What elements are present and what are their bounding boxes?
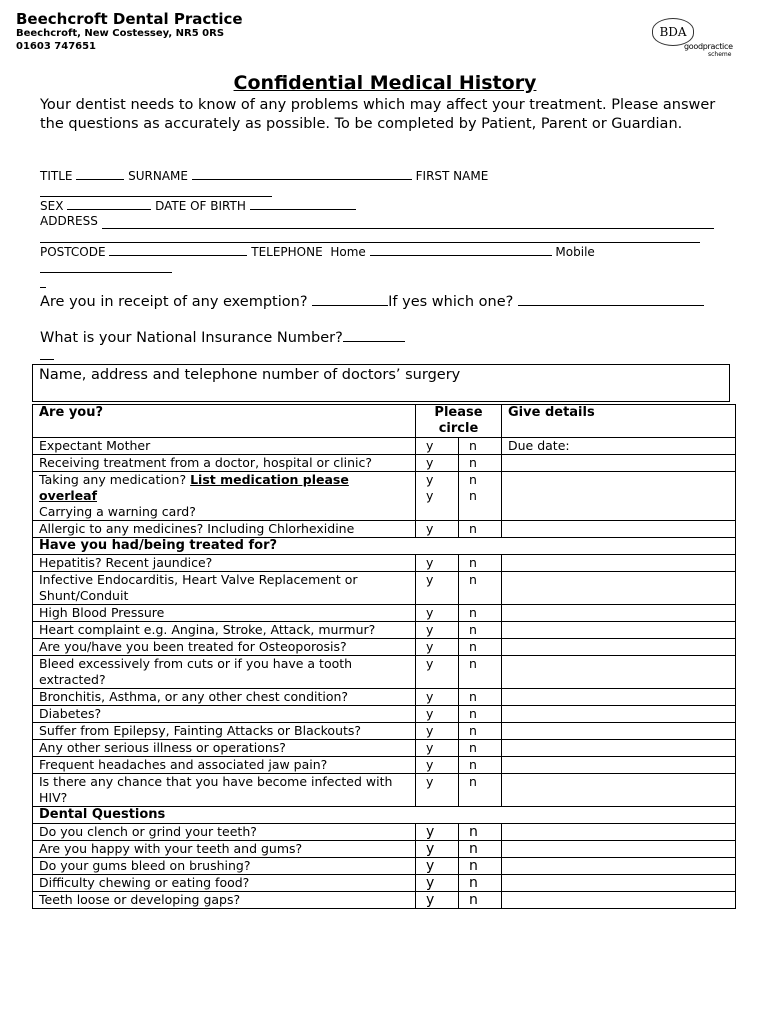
details-cell[interactable] — [502, 875, 736, 892]
details-cell[interactable] — [502, 605, 736, 622]
mobile-field[interactable] — [40, 272, 172, 273]
bda-logo-subtitle-2: scheme — [708, 51, 732, 58]
yes-option[interactable]: y — [416, 723, 459, 740]
postcode-row — [40, 244, 595, 259]
table-row — [33, 572, 736, 605]
details-cell[interactable] — [502, 740, 736, 757]
table-row — [33, 622, 736, 639]
practice-address: Beechcroft, New Costessey, NR5 0RS — [16, 28, 225, 39]
no-option[interactable]: n — [459, 757, 502, 774]
table-row — [33, 723, 736, 740]
address-label: ADDRESS — [40, 214, 98, 228]
no-option[interactable]: n — [459, 740, 502, 757]
form-title: Confidential Medical History — [233, 72, 537, 94]
section-3-body — [33, 824, 736, 909]
name-row — [40, 168, 488, 183]
section-header-row — [33, 538, 736, 555]
medication-question: Taking any medication? — [39, 472, 191, 487]
no-option[interactable]: n — [459, 689, 502, 706]
table-row — [33, 740, 736, 757]
no-option[interactable]: n — [459, 521, 502, 538]
no-option[interactable]: n — [459, 438, 502, 455]
exemption-type-field[interactable] — [518, 292, 704, 306]
yes-option[interactable]: y — [416, 892, 459, 909]
details-cell[interactable] — [502, 774, 736, 807]
question-cell: Are you/have you been treated for Osteoporosis? — [33, 639, 416, 656]
exemption-field[interactable] — [312, 292, 388, 306]
section-title: Have you had/being treated for? — [33, 538, 736, 555]
no-option[interactable]: n — [459, 774, 502, 807]
question-cell: Teeth loose or developing gaps? — [33, 892, 416, 909]
bda-logo-mark: BDA — [652, 18, 694, 46]
details-cell[interactable] — [502, 841, 736, 858]
table-row — [33, 824, 736, 841]
table-row — [33, 774, 736, 807]
no-option[interactable]: n — [459, 639, 502, 656]
yes-option[interactable]: y — [416, 639, 459, 656]
question-cell: Is there any chance that you have become infected with HIV? — [33, 774, 416, 807]
details-cell[interactable] — [502, 723, 736, 740]
no-option[interactable]: n — [459, 605, 502, 622]
question-cell: Any other serious illness or operations? — [33, 740, 416, 757]
doctor-box-label: Name, address and telephone number of doctors’ surgery — [39, 367, 461, 383]
question-cell: Diabetes? — [33, 706, 416, 723]
header-question: Are you? — [33, 405, 416, 438]
details-cell[interactable] — [502, 622, 736, 639]
table-row — [33, 656, 736, 689]
no-option[interactable]: n — [459, 622, 502, 639]
surname-field[interactable] — [192, 168, 412, 180]
details-cell[interactable] — [502, 858, 736, 875]
warning-card-question: Carrying a warning card? — [39, 504, 196, 519]
section-header-row — [33, 807, 736, 824]
table-row — [33, 521, 736, 538]
yes-option[interactable]: y — [416, 689, 459, 706]
no-option[interactable]: n — [459, 824, 502, 841]
table-row — [33, 689, 736, 706]
form-intro: Your dentist needs to know of any problems which may affect your treatment. Please answer the questions as accurately as possible. To be completed by Patient, Parent or Guardian. — [40, 97, 716, 132]
no-option[interactable]: n — [459, 875, 502, 892]
table-row — [33, 555, 736, 572]
table-row — [33, 706, 736, 723]
address-field[interactable] — [102, 228, 714, 229]
table-row — [33, 841, 736, 858]
details-cell[interactable] — [502, 455, 736, 472]
details-cell[interactable] — [502, 892, 736, 909]
yes-option[interactable]: y — [416, 455, 459, 472]
table-row — [33, 455, 736, 472]
details-cell[interactable] — [502, 824, 736, 841]
details-cell[interactable] — [502, 572, 736, 605]
header-details: Give details — [502, 405, 736, 438]
yes-option[interactable]: y — [416, 706, 459, 723]
exemption-row — [40, 292, 704, 310]
home-label: Home — [330, 245, 366, 259]
yes-option[interactable]: y — [416, 572, 459, 605]
ni-field[interactable] — [343, 328, 405, 342]
yes-option[interactable]: y — [416, 521, 459, 538]
doctor-box[interactable] — [32, 364, 730, 402]
yes-option[interactable]: y y — [416, 472, 459, 521]
ni-question: What is your National Insurance Number? — [40, 330, 343, 346]
header-circle: Please circle — [416, 405, 502, 438]
details-cell[interactable] — [502, 472, 736, 521]
table-header-row — [33, 405, 736, 438]
no-option[interactable]: n — [459, 555, 502, 572]
sex-dob-row — [40, 198, 356, 213]
yes-option[interactable]: y — [416, 740, 459, 757]
no-option[interactable]: n — [459, 723, 502, 740]
question-cell: Hepatitis? Recent jaundice? — [33, 555, 416, 572]
details-cell[interactable] — [502, 656, 736, 689]
mobile-label: Mobile — [555, 245, 595, 259]
dob-label: DATE OF BIRTH — [155, 199, 246, 213]
yes-option[interactable]: y — [416, 757, 459, 774]
no-option[interactable]: n — [459, 706, 502, 723]
no-option[interactable]: n — [459, 892, 502, 909]
ni-row — [40, 328, 405, 346]
question-cell: Receiving treatment from a doctor, hospital or clinic? — [33, 455, 416, 472]
question-cell: Frequent headaches and associated jaw pain? — [33, 757, 416, 774]
yes-option[interactable]: y — [416, 824, 459, 841]
no-option[interactable]: n — [459, 572, 502, 605]
medication-note: List medication please overleaf — [39, 472, 349, 503]
table-row — [33, 757, 736, 774]
question-cell: Heart complaint e.g. Angina, Stroke, Attack, murmur? — [33, 622, 416, 639]
table-row — [33, 605, 736, 622]
yes-option[interactable]: y — [416, 656, 459, 689]
mobile-field-cont — [40, 287, 46, 288]
first-name-label: FIRST NAME — [415, 169, 489, 183]
practice-name: Beechcroft Dental Practice — [16, 10, 243, 28]
no-option[interactable]: n — [459, 656, 502, 689]
medical-history-table — [32, 404, 736, 909]
question-cell: Bronchitis, Asthma, or any other chest condition? — [33, 689, 416, 706]
table-row — [33, 639, 736, 656]
details-cell[interactable] — [502, 706, 736, 723]
details-cell[interactable] — [502, 521, 736, 538]
postcode-label: POSTCODE — [40, 245, 106, 259]
bda-logo — [652, 18, 732, 60]
question-cell: Do you clench or grind your teeth? — [33, 824, 416, 841]
exemption-question: Are you in receipt of any exemption? — [40, 294, 308, 310]
dob-field[interactable] — [250, 198, 356, 210]
no-option[interactable]: n — [459, 858, 502, 875]
table-row — [33, 892, 736, 909]
yes-option[interactable]: y — [416, 438, 459, 455]
question-cell: Expectant Mother — [33, 438, 416, 455]
yes-option[interactable]: y — [416, 774, 459, 807]
postcode-field[interactable] — [109, 244, 247, 256]
ni-field-cont — [40, 359, 54, 360]
yes-option[interactable]: y — [416, 841, 459, 858]
question-cell: Infective Endocarditis, Heart Valve Replacement or Shunt/Conduit — [33, 572, 416, 605]
question-cell: Suffer from Epilepsy, Fainting Attacks or Blackouts? — [33, 723, 416, 740]
question-cell: High Blood Pressure — [33, 605, 416, 622]
table-row — [33, 472, 736, 521]
yes-option[interactable]: y — [416, 555, 459, 572]
details-cell[interactable] — [502, 757, 736, 774]
section-title: Dental Questions — [33, 807, 736, 824]
yes-option[interactable]: y — [416, 875, 459, 892]
table-row — [33, 858, 736, 875]
no-option[interactable]: n — [459, 455, 502, 472]
address-field-2[interactable] — [40, 242, 700, 243]
telephone-label: TELEPHONE — [251, 245, 323, 259]
question-cell: Are you happy with your teeth and gums? — [33, 841, 416, 858]
sex-label: SEX — [40, 199, 64, 213]
details-cell[interactable]: Due date: — [502, 438, 736, 455]
section-2-body — [33, 555, 736, 807]
first-name-field[interactable] — [40, 196, 272, 197]
surname-label: SURNAME — [128, 169, 188, 183]
question-cell — [33, 472, 416, 521]
table-row — [33, 875, 736, 892]
yes-option[interactable]: y — [416, 605, 459, 622]
details-cell[interactable] — [502, 555, 736, 572]
no-option[interactable]: n n — [459, 472, 502, 521]
question-cell: Difficulty chewing or eating food? — [33, 875, 416, 892]
question-cell: Do your gums bleed on brushing? — [33, 858, 416, 875]
yes-option[interactable]: y — [416, 622, 459, 639]
home-phone-field[interactable] — [370, 244, 552, 256]
no-option[interactable]: n — [459, 841, 502, 858]
details-cell[interactable] — [502, 639, 736, 656]
title-field[interactable] — [76, 168, 124, 180]
title-label: TITLE — [40, 169, 73, 183]
exemption-followup: If yes which one? — [388, 294, 514, 310]
yes-option[interactable]: y — [416, 858, 459, 875]
sex-field[interactable] — [67, 198, 151, 210]
question-cell: Allergic to any medicines? Including Chlorhexidine — [33, 521, 416, 538]
question-cell: Bleed excessively from cuts or if you have a tooth extracted? — [33, 656, 416, 689]
details-cell[interactable] — [502, 689, 736, 706]
practice-phone: 01603 747651 — [16, 41, 97, 52]
table-row — [33, 438, 736, 455]
bda-logo-subtitle: goodpractice — [684, 42, 733, 51]
